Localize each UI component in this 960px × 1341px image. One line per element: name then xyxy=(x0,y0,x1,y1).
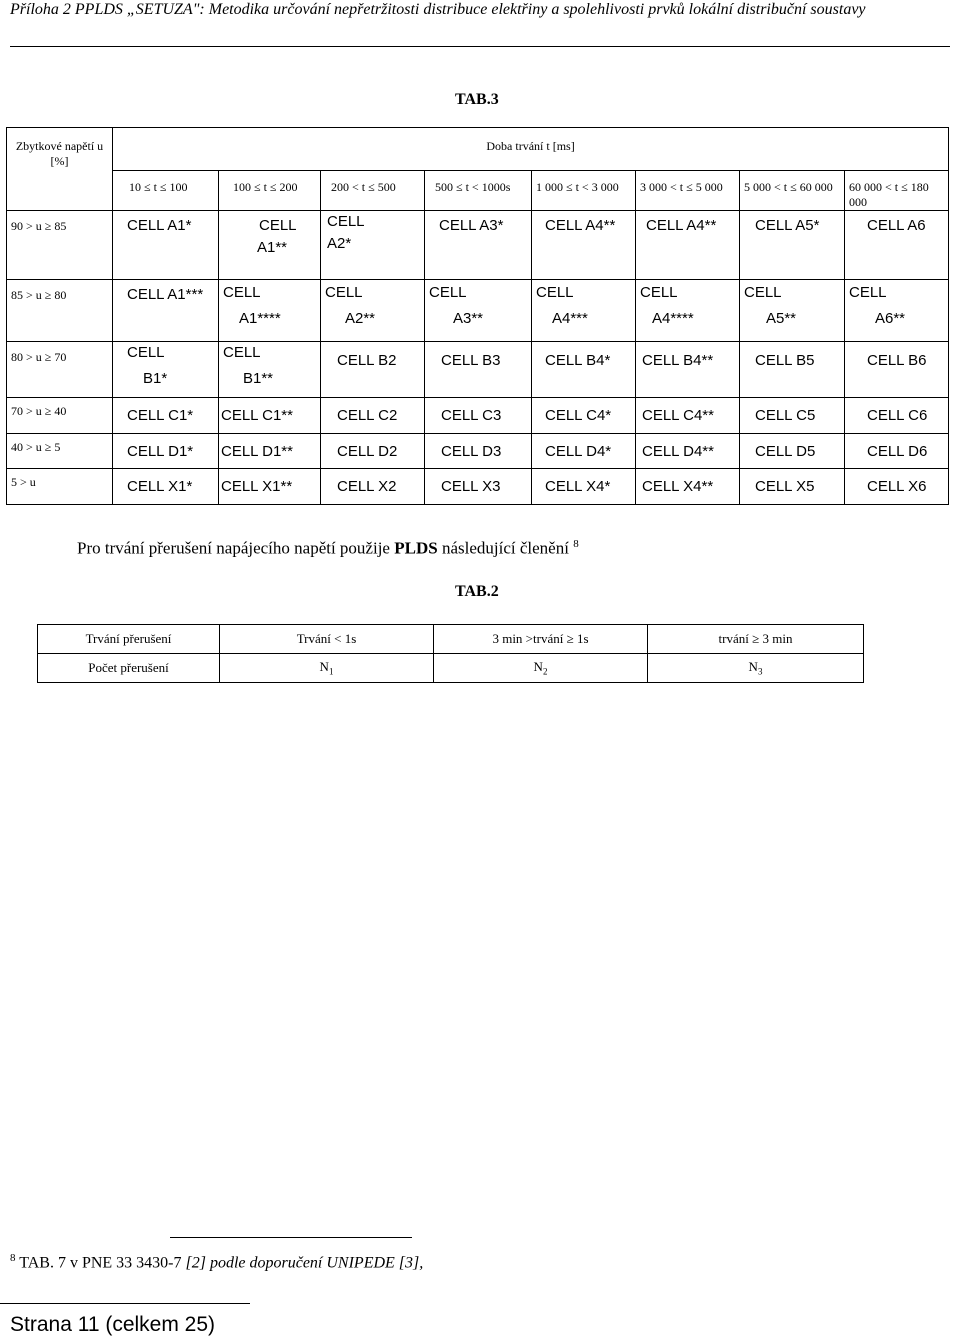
table-cell xyxy=(321,280,425,342)
table-cell xyxy=(740,280,845,342)
col-header: 5 000 < t ≤ 60 000 xyxy=(740,171,845,211)
col-header: 200 < t ≤ 500 xyxy=(321,171,425,211)
table-cell xyxy=(219,211,321,280)
table-cell: CELL B5 xyxy=(740,342,845,398)
n-symbol: N xyxy=(533,659,543,675)
tab3-table xyxy=(6,127,949,505)
footnote-text: TAB. 7 v PNE 33 3430-7 xyxy=(19,1254,186,1272)
page-header: Příloha 2 PPLDS „SETUZA": Metodika určování nepřetržitosti distribuce elektřiny a spolehlivosti prvků lokální distribuční soustavy xyxy=(10,0,950,47)
table-cell: CELL X5 xyxy=(740,469,845,505)
tab3-title: TAB.3 xyxy=(455,91,499,108)
table-cell: Trvání < 1s xyxy=(220,625,434,654)
table-cell: CELL A1* xyxy=(113,211,219,280)
col-header: 100 ≤ t ≤ 200 xyxy=(219,171,321,211)
tab2-table xyxy=(37,624,864,683)
cell-line: CELL xyxy=(327,213,365,230)
table-cell: CELL C1* xyxy=(113,398,219,434)
table-cell: CELL C2 xyxy=(321,398,425,434)
table-cell: CELL C4** xyxy=(636,398,740,434)
table-cell: Počet přerušení xyxy=(38,654,220,683)
table-cell: 3 min >trvání ≥ 1s xyxy=(434,625,648,654)
table-cell: CELL D2 xyxy=(321,434,425,469)
cell-line: CELL xyxy=(127,344,165,361)
table-cell xyxy=(434,654,648,683)
cell-line: A5** xyxy=(766,310,797,327)
table-cell: CELL B6 xyxy=(845,342,949,398)
table-cell: CELL X1* xyxy=(113,469,219,505)
table-cell: CELL A3* xyxy=(425,211,532,280)
table-cell xyxy=(219,280,321,342)
cell-line: A2** xyxy=(345,310,376,327)
col-header: 500 ≤ t < 1000s xyxy=(425,171,532,211)
cell-line: A3** xyxy=(453,310,484,327)
cell-line: CELL xyxy=(849,284,887,301)
row-label: 90 > u ≥ 85 xyxy=(7,211,113,280)
cell-line: A2* xyxy=(327,235,352,252)
table-cell: CELL D3 xyxy=(425,434,532,469)
footnote xyxy=(10,1252,423,1272)
duration-header: Doba trvání t [ms] xyxy=(113,128,949,171)
cell-line: A1** xyxy=(257,239,288,256)
footnote-italic: [2] podle doporučení UNIPEDE [3], xyxy=(185,1254,424,1272)
table-cell xyxy=(636,280,740,342)
cell-line: B1** xyxy=(243,370,274,387)
table-cell: CELL C6 xyxy=(845,398,949,434)
cell-line: A1**** xyxy=(239,310,281,327)
n-subscript: 1 xyxy=(328,666,334,677)
cell-line: CELL xyxy=(640,284,678,301)
n-subscript: 3 xyxy=(757,666,763,677)
table-cell xyxy=(219,342,321,398)
table-cell: CELL X3 xyxy=(425,469,532,505)
table-cell: CELL C4* xyxy=(532,398,636,434)
row-label: 5 > u xyxy=(7,469,113,505)
cell-line: A4*** xyxy=(552,310,588,327)
n-symbol: N xyxy=(319,659,329,675)
row-label: 40 > u ≥ 5 xyxy=(7,434,113,469)
footnote-number: 8 xyxy=(10,1252,16,1264)
cell-line: CELL xyxy=(223,284,261,301)
table-cell xyxy=(532,280,636,342)
n-subscript: 2 xyxy=(542,666,548,677)
table-cell: CELL D5 xyxy=(740,434,845,469)
table-cell: CELL A4** xyxy=(636,211,740,280)
cell-line: B1* xyxy=(143,370,168,387)
table-cell xyxy=(321,211,425,280)
table-cell: CELL D1** xyxy=(219,434,321,469)
table-cell: CELL D1* xyxy=(113,434,219,469)
footnote-divider xyxy=(170,1237,412,1238)
table-cell: CELL X2 xyxy=(321,469,425,505)
footnote-ref: 8 xyxy=(573,538,579,550)
cell-line: CELL xyxy=(325,284,363,301)
table-cell: CELL A4** xyxy=(532,211,636,280)
cell-line: CELL xyxy=(536,284,574,301)
note-bold: PLDS xyxy=(394,538,438,558)
table-cell: CELL X4* xyxy=(532,469,636,505)
table-cell xyxy=(113,342,219,398)
page-footer-divider xyxy=(0,1303,250,1304)
table-cell: CELL B4** xyxy=(636,342,740,398)
table-cell: trvání ≥ 3 min xyxy=(648,625,864,654)
table-cell: CELL X1** xyxy=(219,469,321,505)
note-text: Pro trvání přerušení napájecího napětí použije xyxy=(77,538,395,558)
cell-line: CELL xyxy=(259,217,297,234)
row-label: 80 > u ≥ 70 xyxy=(7,342,113,398)
row-label: 70 > u ≥ 40 xyxy=(7,398,113,434)
table-cell: CELL C5 xyxy=(740,398,845,434)
col-header: 1 000 ≤ t < 3 000 xyxy=(532,171,636,211)
table-cell xyxy=(845,280,949,342)
table-cell xyxy=(648,654,864,683)
col-header: 10 ≤ t ≤ 100 xyxy=(113,171,219,211)
page-number: Strana 11 (celkem 25) xyxy=(10,1313,216,1336)
table-cell: CELL D4* xyxy=(532,434,636,469)
table-cell: CELL C3 xyxy=(425,398,532,434)
table-cell: Trvání přerušení xyxy=(38,625,220,654)
table-cell: CELL C1** xyxy=(219,398,321,434)
table-cell: CELL X4** xyxy=(636,469,740,505)
tab2-title: TAB.2 xyxy=(455,583,499,600)
cell-line: CELL xyxy=(223,344,261,361)
table-cell xyxy=(220,654,434,683)
table-cell: CELL X6 xyxy=(845,469,949,505)
table-cell: CELL D6 xyxy=(845,434,949,469)
row-label: 85 > u ≥ 80 xyxy=(7,280,113,342)
col-header: 3 000 < t ≤ 5 000 xyxy=(636,171,740,211)
cell-line: A4**** xyxy=(652,310,694,327)
table-cell: CELL A6 xyxy=(845,211,949,280)
table-cell: CELL B3 xyxy=(425,342,532,398)
n-symbol: N xyxy=(748,659,758,675)
col-header: 60 000 < t ≤ 180 000 xyxy=(845,171,949,211)
table-cell: CELL A1*** xyxy=(113,280,219,342)
table-cell xyxy=(425,280,532,342)
table-cell: CELL B2 xyxy=(321,342,425,398)
table-cell: CELL B4* xyxy=(532,342,636,398)
corner-header: Zbytkové napětí u [%] xyxy=(7,128,113,211)
table-cell: CELL A5* xyxy=(740,211,845,280)
cell-line: CELL xyxy=(429,284,467,301)
cell-line: A6** xyxy=(875,310,906,327)
note-text-end: následující členění xyxy=(437,538,574,558)
cell-line: CELL xyxy=(744,284,782,301)
table-cell: CELL D4** xyxy=(636,434,740,469)
duration-note xyxy=(77,538,579,559)
